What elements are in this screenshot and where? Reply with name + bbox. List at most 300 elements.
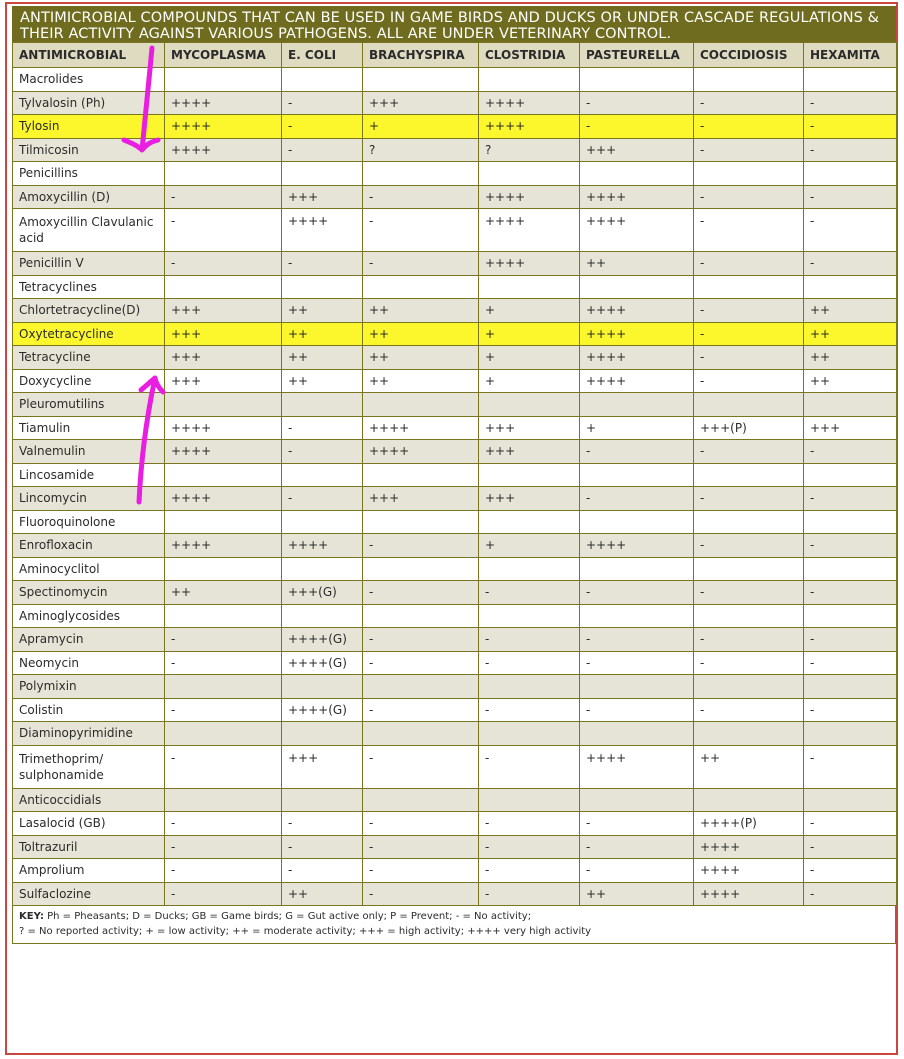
activity-cell: ++++ bbox=[479, 91, 580, 115]
activity-cell: - bbox=[694, 252, 804, 276]
activity-cell bbox=[165, 675, 282, 699]
activity-cell: ++ bbox=[804, 322, 897, 346]
activity-cell bbox=[363, 722, 479, 746]
activity-cell bbox=[165, 788, 282, 812]
activity-cell bbox=[804, 675, 897, 699]
activity-cell: - bbox=[804, 651, 897, 675]
category-label: Aminoglycosides bbox=[13, 604, 165, 628]
table-row bbox=[13, 322, 897, 346]
category-label: Aminocyclitol bbox=[13, 557, 165, 581]
table-row bbox=[13, 581, 897, 605]
activity-cell: +++ bbox=[479, 487, 580, 511]
activity-cell: ++ bbox=[282, 369, 363, 393]
activity-cell bbox=[694, 722, 804, 746]
activity-cell: ++++ bbox=[694, 882, 804, 906]
activity-cell: - bbox=[804, 882, 897, 906]
key-label: KEY: bbox=[19, 911, 44, 922]
table-header-row bbox=[13, 43, 897, 68]
activity-cell: ++ bbox=[363, 299, 479, 323]
activity-cell bbox=[282, 722, 363, 746]
activity-cell: - bbox=[694, 628, 804, 652]
activity-cell bbox=[804, 68, 897, 92]
activity-cell: - bbox=[282, 835, 363, 859]
activity-cell: ++++ bbox=[165, 440, 282, 464]
activity-cell: +++ bbox=[282, 185, 363, 209]
activity-cell: - bbox=[694, 581, 804, 605]
table-row bbox=[13, 252, 897, 276]
table-row bbox=[13, 115, 897, 139]
table-row bbox=[13, 487, 897, 511]
activity-cell bbox=[363, 162, 479, 186]
activity-cell bbox=[580, 463, 694, 487]
table-row bbox=[13, 91, 897, 115]
activity-cell bbox=[580, 675, 694, 699]
activity-cell: +++ bbox=[165, 322, 282, 346]
activity-cell: +++ bbox=[363, 487, 479, 511]
activity-cell: - bbox=[282, 859, 363, 883]
activity-cell bbox=[580, 788, 694, 812]
activity-cell: ++ bbox=[804, 369, 897, 393]
activity-cell: - bbox=[804, 698, 897, 722]
activity-cell: +++ bbox=[479, 416, 580, 440]
column-header: HEXAMITA bbox=[804, 43, 897, 68]
activity-cell: +++ bbox=[165, 346, 282, 370]
activity-cell: ++++ bbox=[363, 416, 479, 440]
activity-cell bbox=[804, 463, 897, 487]
activity-cell: - bbox=[804, 440, 897, 464]
category-label: Lincosamide bbox=[13, 463, 165, 487]
activity-cell bbox=[165, 557, 282, 581]
table-row bbox=[13, 628, 897, 652]
activity-cell: - bbox=[363, 745, 479, 788]
category-row bbox=[13, 510, 897, 534]
category-row bbox=[13, 463, 897, 487]
activity-cell: +++ bbox=[479, 440, 580, 464]
activity-cell bbox=[282, 557, 363, 581]
activity-cell bbox=[694, 463, 804, 487]
compound-name: Tylvalosin (Ph) bbox=[13, 91, 165, 115]
table-row bbox=[13, 138, 897, 162]
activity-cell: - bbox=[363, 628, 479, 652]
compound-name: Spectinomycin bbox=[13, 581, 165, 605]
activity-cell: - bbox=[282, 487, 363, 511]
activity-cell bbox=[363, 788, 479, 812]
activity-cell: - bbox=[694, 115, 804, 139]
activity-cell: ++++ bbox=[165, 487, 282, 511]
activity-cell bbox=[694, 604, 804, 628]
activity-cell: - bbox=[282, 91, 363, 115]
activity-cell: ++++ bbox=[282, 209, 363, 252]
activity-cell: - bbox=[363, 252, 479, 276]
compound-name: Lasalocid (GB) bbox=[13, 812, 165, 836]
activity-cell: - bbox=[282, 138, 363, 162]
activity-cell: - bbox=[479, 698, 580, 722]
category-row bbox=[13, 788, 897, 812]
activity-cell: ++++ bbox=[165, 91, 282, 115]
activity-cell bbox=[363, 675, 479, 699]
activity-cell bbox=[479, 463, 580, 487]
activity-cell bbox=[363, 557, 479, 581]
activity-cell bbox=[479, 162, 580, 186]
activity-cell: - bbox=[804, 209, 897, 252]
table-title: ANTIMICROBIAL COMPOUNDS THAT CAN BE USED IN GAME BIRDS AND DUCKS OR UNDER CASCADE REGULATIONS & THEIR ACTIVITY AGAINST VARIOUS PATHOGENS. ALL ARE UNDER VETERINARY CONTROL. bbox=[12, 6, 896, 42]
activity-cell: - bbox=[580, 628, 694, 652]
activity-cell: +++(G) bbox=[282, 581, 363, 605]
activity-cell: - bbox=[363, 209, 479, 252]
category-label: Fluoroquinolone bbox=[13, 510, 165, 534]
activity-cell: - bbox=[804, 252, 897, 276]
activity-cell: - bbox=[165, 859, 282, 883]
activity-cell: + bbox=[580, 416, 694, 440]
activity-cell: ++++ bbox=[580, 209, 694, 252]
table-row bbox=[13, 835, 897, 859]
activity-cell bbox=[282, 68, 363, 92]
activity-cell: - bbox=[804, 835, 897, 859]
category-label: Tetracyclines bbox=[13, 275, 165, 299]
activity-cell: - bbox=[694, 346, 804, 370]
table-row bbox=[13, 859, 897, 883]
activity-cell bbox=[694, 557, 804, 581]
activity-cell: ++++ bbox=[479, 252, 580, 276]
activity-cell bbox=[363, 68, 479, 92]
activity-cell: - bbox=[363, 698, 479, 722]
activity-cell bbox=[282, 675, 363, 699]
activity-cell bbox=[804, 557, 897, 581]
activity-cell: - bbox=[804, 138, 897, 162]
activity-cell: + bbox=[479, 322, 580, 346]
table-row bbox=[13, 651, 897, 675]
activity-cell bbox=[479, 604, 580, 628]
activity-cell: + bbox=[363, 115, 479, 139]
activity-cell bbox=[580, 557, 694, 581]
activity-cell bbox=[165, 162, 282, 186]
activity-cell bbox=[694, 675, 804, 699]
compound-name: Tetracycline bbox=[13, 346, 165, 370]
activity-cell: - bbox=[479, 581, 580, 605]
compound-name: Oxytetracycline bbox=[13, 322, 165, 346]
activity-cell: - bbox=[165, 651, 282, 675]
activity-cell bbox=[580, 722, 694, 746]
activity-cell bbox=[363, 275, 479, 299]
activity-cell: ++ bbox=[282, 346, 363, 370]
activity-cell bbox=[282, 275, 363, 299]
activity-cell: ++++ bbox=[580, 534, 694, 558]
activity-cell: ++ bbox=[282, 322, 363, 346]
activity-cell: - bbox=[694, 534, 804, 558]
activity-cell: - bbox=[580, 859, 694, 883]
activity-cell bbox=[694, 162, 804, 186]
compound-name: Tilmicosin bbox=[13, 138, 165, 162]
activity-cell: - bbox=[694, 91, 804, 115]
activity-cell: +++ bbox=[580, 138, 694, 162]
activity-cell bbox=[479, 675, 580, 699]
activity-cell: - bbox=[363, 581, 479, 605]
activity-cell: ++ bbox=[282, 882, 363, 906]
antimicrobial-table-panel bbox=[12, 6, 896, 944]
activity-cell bbox=[580, 510, 694, 534]
activity-cell: - bbox=[165, 209, 282, 252]
compound-name: Colistin bbox=[13, 698, 165, 722]
activity-cell bbox=[580, 68, 694, 92]
activity-cell: ++++ bbox=[165, 416, 282, 440]
activity-cell: ++ bbox=[580, 882, 694, 906]
activity-cell: - bbox=[479, 745, 580, 788]
activity-cell: ? bbox=[363, 138, 479, 162]
activity-cell bbox=[694, 510, 804, 534]
activity-cell: - bbox=[363, 859, 479, 883]
activity-cell: ++++ bbox=[165, 115, 282, 139]
activity-cell bbox=[165, 604, 282, 628]
category-label: Penicillins bbox=[13, 162, 165, 186]
activity-cell bbox=[479, 393, 580, 417]
column-header: CLOSTRIDIA bbox=[479, 43, 580, 68]
activity-cell: ++++ bbox=[694, 835, 804, 859]
table-row bbox=[13, 812, 897, 836]
activity-cell bbox=[694, 393, 804, 417]
activity-cell: ++++ bbox=[580, 185, 694, 209]
activity-cell bbox=[363, 463, 479, 487]
activity-cell: +++ bbox=[804, 416, 897, 440]
activity-cell: ++++ bbox=[580, 346, 694, 370]
activity-cell: ++ bbox=[804, 346, 897, 370]
compound-name: Lincomycin bbox=[13, 487, 165, 511]
activity-cell: - bbox=[804, 581, 897, 605]
activity-cell: - bbox=[580, 115, 694, 139]
activity-cell: ++ bbox=[804, 299, 897, 323]
activity-cell bbox=[363, 604, 479, 628]
compound-name: Apramycin bbox=[13, 628, 165, 652]
activity-cell: - bbox=[282, 115, 363, 139]
column-header: BRACHYSPIRA bbox=[363, 43, 479, 68]
activity-cell: - bbox=[804, 115, 897, 139]
activity-cell: - bbox=[694, 651, 804, 675]
activity-cell: - bbox=[804, 745, 897, 788]
activity-cell bbox=[479, 275, 580, 299]
table-row bbox=[13, 416, 897, 440]
category-label: Pleuromutilins bbox=[13, 393, 165, 417]
activity-cell bbox=[804, 162, 897, 186]
activity-cell: - bbox=[363, 534, 479, 558]
activity-cell: +++ bbox=[282, 745, 363, 788]
activity-cell: ++ bbox=[363, 369, 479, 393]
activity-cell bbox=[804, 604, 897, 628]
activity-cell bbox=[282, 788, 363, 812]
activity-cell: - bbox=[363, 812, 479, 836]
activity-cell: +++ bbox=[165, 299, 282, 323]
activity-cell: - bbox=[363, 882, 479, 906]
compound-name: Penicillin V bbox=[13, 252, 165, 276]
activity-cell: - bbox=[694, 185, 804, 209]
activity-cell: - bbox=[479, 835, 580, 859]
table-row bbox=[13, 185, 897, 209]
table-row bbox=[13, 534, 897, 558]
category-label: Macrolides bbox=[13, 68, 165, 92]
activity-cell: ++++ bbox=[580, 322, 694, 346]
compound-name: Trimethoprim/ sulphonamide bbox=[13, 745, 165, 788]
activity-cell: - bbox=[363, 651, 479, 675]
category-row bbox=[13, 275, 897, 299]
category-row bbox=[13, 162, 897, 186]
table-row bbox=[13, 698, 897, 722]
activity-cell: +++(P) bbox=[694, 416, 804, 440]
compound-name: Tiamulin bbox=[13, 416, 165, 440]
activity-cell: ++ bbox=[694, 745, 804, 788]
activity-cell: + bbox=[479, 534, 580, 558]
activity-cell: ++++(G) bbox=[282, 698, 363, 722]
activity-cell bbox=[479, 788, 580, 812]
activity-cell: ++++ bbox=[479, 185, 580, 209]
activity-cell: - bbox=[694, 299, 804, 323]
activity-cell: ++++ bbox=[580, 745, 694, 788]
activity-cell: - bbox=[479, 812, 580, 836]
activity-cell bbox=[580, 162, 694, 186]
category-row bbox=[13, 675, 897, 699]
table-row bbox=[13, 346, 897, 370]
activity-cell: ++++ bbox=[363, 440, 479, 464]
category-label: Polymixin bbox=[13, 675, 165, 699]
table-row bbox=[13, 369, 897, 393]
activity-cell: +++ bbox=[363, 91, 479, 115]
activity-cell bbox=[694, 275, 804, 299]
activity-cell: - bbox=[479, 859, 580, 883]
activity-cell: - bbox=[165, 882, 282, 906]
column-header: E. COLI bbox=[282, 43, 363, 68]
key-line-1: Ph = Pheasants; D = Ducks; GB = Game birds; G = Gut active only; P = Prevent; - = No activity; bbox=[43, 911, 532, 922]
category-row bbox=[13, 722, 897, 746]
activity-cell: - bbox=[165, 745, 282, 788]
activity-cell: - bbox=[694, 698, 804, 722]
compound-name: Chlortetracycline(D) bbox=[13, 299, 165, 323]
activity-cell: - bbox=[694, 209, 804, 252]
activity-cell: - bbox=[694, 440, 804, 464]
activity-cell: - bbox=[694, 487, 804, 511]
activity-cell: - bbox=[580, 440, 694, 464]
activity-cell: - bbox=[580, 487, 694, 511]
activity-cell: - bbox=[282, 252, 363, 276]
table-row bbox=[13, 299, 897, 323]
activity-cell: ++++ bbox=[165, 534, 282, 558]
activity-cell: - bbox=[580, 835, 694, 859]
activity-cell: - bbox=[282, 812, 363, 836]
activity-cell: - bbox=[165, 252, 282, 276]
activity-cell bbox=[804, 510, 897, 534]
compound-name: Sulfaclozine bbox=[13, 882, 165, 906]
activity-cell bbox=[580, 604, 694, 628]
category-row bbox=[13, 393, 897, 417]
activity-cell: - bbox=[694, 369, 804, 393]
activity-cell: + bbox=[479, 299, 580, 323]
activity-cell: - bbox=[804, 185, 897, 209]
activity-cell: - bbox=[580, 651, 694, 675]
activity-cell bbox=[804, 722, 897, 746]
activity-cell: ++ bbox=[363, 322, 479, 346]
table-row bbox=[13, 440, 897, 464]
activity-cell bbox=[580, 393, 694, 417]
activity-cell: ++ bbox=[282, 299, 363, 323]
compound-name: Toltrazuril bbox=[13, 835, 165, 859]
activity-cell bbox=[479, 510, 580, 534]
table-row bbox=[13, 882, 897, 906]
activity-cell bbox=[282, 463, 363, 487]
activity-cell bbox=[804, 275, 897, 299]
activity-cell bbox=[479, 68, 580, 92]
compound-name: Doxycycline bbox=[13, 369, 165, 393]
compound-name: Valnemulin bbox=[13, 440, 165, 464]
activity-cell: ++ bbox=[363, 346, 479, 370]
activity-cell: ? bbox=[479, 138, 580, 162]
activity-cell: - bbox=[580, 812, 694, 836]
activity-cell: ++ bbox=[580, 252, 694, 276]
activity-cell: - bbox=[694, 322, 804, 346]
activity-cell: ++ bbox=[165, 581, 282, 605]
column-header: COCCIDIOSIS bbox=[694, 43, 804, 68]
activity-cell bbox=[282, 604, 363, 628]
activity-cell: - bbox=[165, 628, 282, 652]
activity-cell: - bbox=[165, 835, 282, 859]
activity-cell bbox=[282, 510, 363, 534]
activity-cell bbox=[165, 275, 282, 299]
activity-cell bbox=[694, 68, 804, 92]
activity-cell bbox=[165, 510, 282, 534]
activity-cell: ++++ bbox=[694, 859, 804, 883]
column-header: PASTEURELLA bbox=[580, 43, 694, 68]
column-header: MYCOPLASMA bbox=[165, 43, 282, 68]
activity-cell: - bbox=[804, 859, 897, 883]
table-row bbox=[13, 745, 897, 788]
column-header: ANTIMICROBIAL bbox=[13, 43, 165, 68]
activity-cell bbox=[804, 788, 897, 812]
activity-cell: - bbox=[804, 812, 897, 836]
activity-cell: - bbox=[282, 440, 363, 464]
activity-cell: ++++ bbox=[580, 369, 694, 393]
category-row bbox=[13, 557, 897, 581]
table-key bbox=[12, 906, 896, 944]
activity-cell: - bbox=[479, 628, 580, 652]
compound-name: Tylosin bbox=[13, 115, 165, 139]
activity-cell: - bbox=[165, 812, 282, 836]
activity-cell: ++++ bbox=[282, 534, 363, 558]
activity-cell bbox=[479, 722, 580, 746]
activity-cell: - bbox=[580, 698, 694, 722]
compound-name: Enrofloxacin bbox=[13, 534, 165, 558]
activity-cell: ++++ bbox=[479, 115, 580, 139]
activity-cell bbox=[165, 68, 282, 92]
key-line-2: ? = No reported activity; + = low activity; ++ = moderate activity; +++ = high activity; ++++ very high activity bbox=[19, 926, 592, 937]
activity-cell: ++++(G) bbox=[282, 628, 363, 652]
category-label: Diaminopyrimidine bbox=[13, 722, 165, 746]
activity-cell: ++++(G) bbox=[282, 651, 363, 675]
table-body bbox=[13, 68, 897, 906]
activity-cell: - bbox=[282, 416, 363, 440]
activity-cell: - bbox=[804, 534, 897, 558]
antimicrobial-table bbox=[12, 42, 897, 906]
activity-cell: + bbox=[479, 369, 580, 393]
activity-cell: - bbox=[580, 581, 694, 605]
compound-name: Amoxycillin Clavulanic acid bbox=[13, 209, 165, 252]
compound-name: Neomycin bbox=[13, 651, 165, 675]
activity-cell bbox=[694, 788, 804, 812]
compound-name: Amprolium bbox=[13, 859, 165, 883]
category-row bbox=[13, 604, 897, 628]
activity-cell: - bbox=[479, 651, 580, 675]
activity-cell bbox=[363, 510, 479, 534]
activity-cell bbox=[580, 275, 694, 299]
activity-cell: - bbox=[363, 185, 479, 209]
activity-cell bbox=[282, 393, 363, 417]
activity-cell: - bbox=[165, 185, 282, 209]
activity-cell: - bbox=[804, 91, 897, 115]
activity-cell: - bbox=[804, 628, 897, 652]
